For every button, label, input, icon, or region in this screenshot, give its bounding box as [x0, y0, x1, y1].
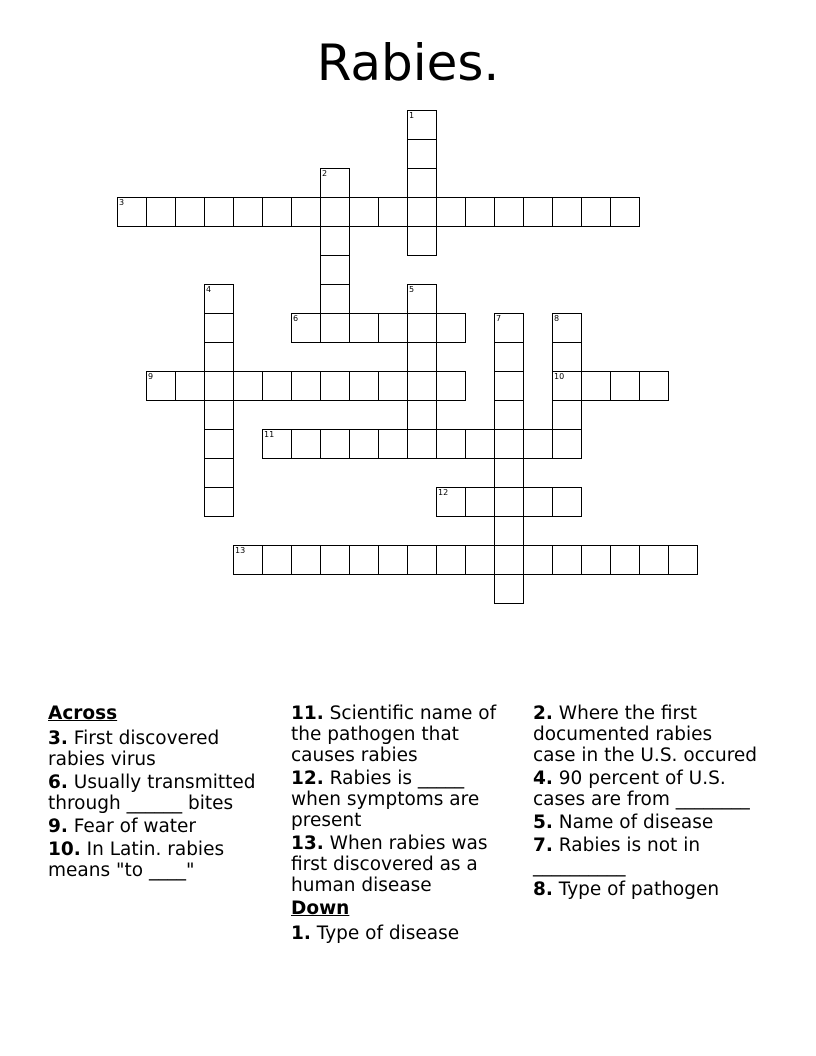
cell-number: 12 — [438, 488, 449, 497]
grid-cell[interactable] — [465, 429, 495, 459]
grid-cell[interactable] — [320, 371, 350, 401]
grid-cell[interactable] — [349, 429, 379, 459]
grid-cell[interactable] — [494, 197, 524, 227]
clue-down-5 — [533, 812, 758, 833]
grid-cell[interactable] — [407, 197, 437, 227]
grid-cell[interactable] — [552, 342, 582, 372]
cell-number: 2 — [322, 169, 328, 178]
grid-cell[interactable] — [204, 197, 234, 227]
page-title: Rabies. — [316, 34, 500, 92]
clue-number: 1. — [291, 923, 311, 944]
grid-cell[interactable] — [349, 313, 379, 343]
grid-cell[interactable] — [291, 429, 321, 459]
grid-cell[interactable] — [291, 197, 321, 227]
grid-cell[interactable] — [494, 516, 524, 546]
grid-cell[interactable] — [146, 197, 176, 227]
grid-cell[interactable] — [407, 168, 437, 198]
grid-cell[interactable] — [320, 284, 350, 314]
cell-number: 11 — [264, 430, 275, 439]
grid-cell[interactable] — [320, 197, 350, 227]
grid-cell[interactable] — [436, 197, 466, 227]
grid-cell[interactable] — [204, 487, 234, 517]
grid-cell[interactable] — [668, 545, 698, 575]
grid-cell[interactable] — [581, 545, 611, 575]
grid-cell[interactable] — [378, 371, 408, 401]
grid-cell[interactable] — [494, 371, 524, 401]
cell-number: 4 — [206, 285, 212, 294]
cell-number: 7 — [496, 314, 502, 323]
grid-cell[interactable] — [291, 313, 321, 343]
grid-cell[interactable] — [320, 255, 350, 285]
grid-cell[interactable] — [552, 197, 582, 227]
cell-number: 3 — [119, 198, 125, 207]
clue-text: Usually transmitted through ______ bites — [48, 772, 256, 814]
clue-text: Rabies is not in __________ — [533, 835, 701, 877]
grid-cell[interactable] — [552, 545, 582, 575]
clue-down-7 — [533, 835, 758, 877]
clue-number: 10. — [48, 839, 81, 860]
clue-down-1 — [291, 923, 516, 944]
grid-cell[interactable] — [552, 400, 582, 430]
grid-cell[interactable] — [262, 429, 292, 459]
clue-across-3 — [48, 728, 273, 770]
clue-text: Fear of water — [67, 816, 197, 837]
clue-column-1 — [48, 703, 273, 883]
clue-number: 11. — [291, 703, 324, 724]
clue-number: 13. — [291, 833, 324, 854]
grid-cell[interactable] — [262, 197, 292, 227]
grid-cell[interactable] — [233, 545, 263, 575]
grid-cell[interactable] — [523, 197, 553, 227]
clue-number: 9. — [48, 816, 68, 837]
grid-cell[interactable] — [465, 545, 495, 575]
cell-number: 5 — [409, 285, 415, 294]
grid-cell[interactable] — [407, 139, 437, 169]
cell-number: 6 — [293, 314, 299, 323]
clue-down-8 — [533, 879, 758, 900]
grid-cell[interactable] — [610, 545, 640, 575]
clue-text: First discovered rabies virus — [48, 728, 220, 770]
grid-cell[interactable] — [639, 545, 669, 575]
grid-cell[interactable] — [407, 226, 437, 256]
grid-cell[interactable] — [320, 168, 350, 198]
grid-cell[interactable] — [204, 458, 234, 488]
grid-cell[interactable] — [436, 429, 466, 459]
clue-column-3 — [533, 703, 758, 902]
clue-number: 7. — [533, 835, 553, 856]
grid-cell[interactable] — [291, 371, 321, 401]
clue-down-4 — [533, 768, 758, 810]
grid-cell[interactable] — [552, 487, 582, 517]
grid-cell[interactable] — [494, 429, 524, 459]
grid-cell[interactable] — [581, 197, 611, 227]
clue-number: 6. — [48, 772, 68, 793]
clue-across-13 — [291, 833, 516, 896]
grid-cell[interactable] — [407, 371, 437, 401]
clue-number: 12. — [291, 768, 324, 789]
grid-cell[interactable] — [494, 487, 524, 517]
clue-text: Rabies is _____ when symptoms are present — [291, 768, 480, 831]
cell-number: 8 — [554, 314, 560, 323]
grid-cell[interactable] — [494, 545, 524, 575]
grid-cell[interactable] — [465, 487, 495, 517]
clue-across-11 — [291, 703, 516, 766]
grid-cell[interactable] — [320, 226, 350, 256]
grid-cell[interactable] — [407, 400, 437, 430]
grid-cell[interactable] — [494, 458, 524, 488]
grid-cell[interactable] — [204, 429, 234, 459]
grid-cell[interactable] — [436, 313, 466, 343]
grid-cell[interactable] — [262, 371, 292, 401]
clue-text: Where the first documented rabies case in the U.S. occured — [533, 703, 758, 766]
clue-text: 90 percent of U.S. cases are from ________ — [533, 768, 750, 810]
grid-cell[interactable] — [175, 197, 205, 227]
grid-cell[interactable] — [233, 371, 263, 401]
grid-cell[interactable] — [494, 400, 524, 430]
grid-cell[interactable] — [204, 400, 234, 430]
grid-cell[interactable] — [523, 429, 553, 459]
grid-cell[interactable] — [146, 371, 176, 401]
clue-text: Type of disease — [310, 923, 460, 944]
cell-number: 1 — [409, 111, 415, 120]
grid-cell[interactable] — [349, 545, 379, 575]
grid-cell[interactable] — [378, 197, 408, 227]
grid-cell[interactable] — [494, 313, 524, 343]
grid-cell[interactable] — [523, 487, 553, 517]
grid-cell[interactable] — [436, 371, 466, 401]
grid-cell[interactable] — [610, 371, 640, 401]
clue-across-10 — [48, 839, 273, 881]
grid-cell[interactable] — [378, 313, 408, 343]
grid-cell[interactable] — [436, 487, 466, 517]
across-heading: Across — [48, 703, 118, 724]
clue-number: 4. — [533, 768, 553, 789]
grid-cell[interactable] — [320, 313, 350, 343]
clue-number: 2. — [533, 703, 553, 724]
clue-text: When rabies was first discovered as a human disease — [291, 833, 488, 896]
grid-cell[interactable] — [552, 371, 582, 401]
cell-number: 13 — [235, 546, 246, 555]
clue-number: 3. — [48, 728, 68, 749]
grid-cell[interactable] — [581, 371, 611, 401]
grid-cell[interactable] — [494, 574, 524, 604]
grid-cell[interactable] — [552, 313, 582, 343]
down-heading: Down — [291, 898, 350, 919]
grid-cell[interactable] — [175, 371, 205, 401]
clue-down-2 — [533, 703, 758, 766]
grid-cell[interactable] — [436, 545, 466, 575]
grid-cell[interactable] — [320, 545, 350, 575]
clue-number: 8. — [533, 879, 553, 900]
grid-cell[interactable] — [407, 313, 437, 343]
grid-cell[interactable] — [291, 545, 321, 575]
grid-cell[interactable] — [204, 371, 234, 401]
grid-cell[interactable] — [262, 545, 292, 575]
grid-cell[interactable] — [233, 197, 263, 227]
grid-cell[interactable] — [407, 284, 437, 314]
clue-column-2 — [291, 703, 516, 946]
grid-cell[interactable] — [349, 371, 379, 401]
grid-cell[interactable] — [465, 197, 495, 227]
grid-cell[interactable] — [320, 429, 350, 459]
clue-across-6 — [48, 772, 273, 814]
grid-cell[interactable] — [204, 313, 234, 343]
clue-text: Name of disease — [552, 812, 714, 833]
grid-cell[interactable] — [204, 342, 234, 372]
grid-cell[interactable] — [407, 110, 437, 140]
grid-cell[interactable] — [494, 342, 524, 372]
clue-across-12 — [291, 768, 516, 831]
cell-number: 10 — [554, 372, 565, 381]
grid-cell[interactable] — [407, 545, 437, 575]
grid-cell[interactable] — [378, 545, 408, 575]
grid-cell[interactable] — [407, 342, 437, 372]
grid-cell[interactable] — [407, 429, 437, 459]
cell-number: 9 — [148, 372, 154, 381]
clue-across-9 — [48, 816, 273, 837]
grid-cell[interactable] — [552, 429, 582, 459]
clue-text: Type of pathogen — [552, 879, 720, 900]
grid-cell[interactable] — [117, 197, 147, 227]
grid-cell[interactable] — [639, 371, 669, 401]
grid-cell[interactable] — [349, 197, 379, 227]
grid-cell[interactable] — [378, 429, 408, 459]
grid-cell[interactable] — [204, 284, 234, 314]
clue-text: In Latin. rabies means "to ____" — [48, 839, 225, 881]
grid-cell[interactable] — [523, 545, 553, 575]
grid-cell[interactable] — [610, 197, 640, 227]
clue-number: 5. — [533, 812, 553, 833]
clue-text: Scientific name of the pathogen that causes rabies — [291, 703, 497, 766]
